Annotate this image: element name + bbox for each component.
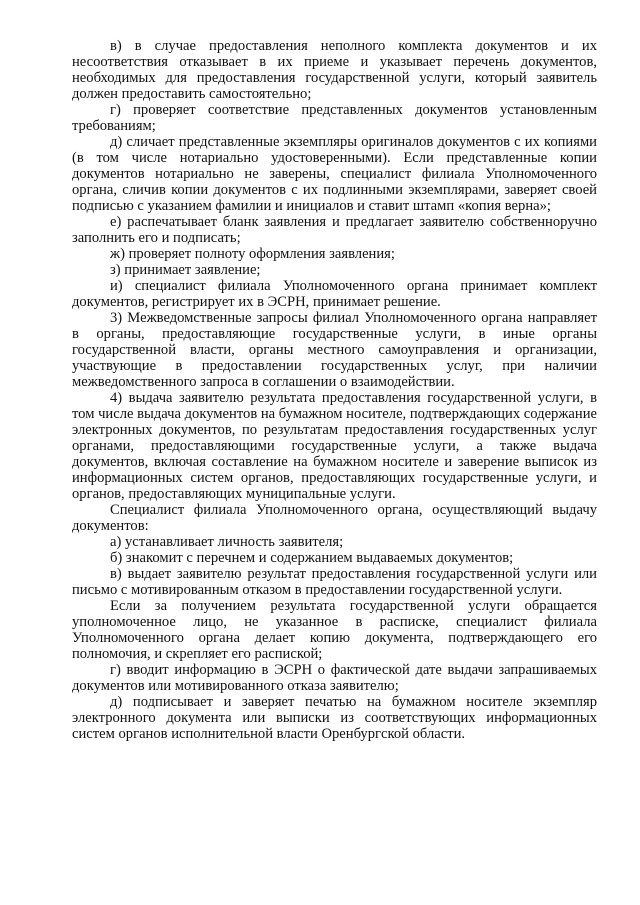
paragraph-authorized-person: Если за получением результата государственной услуги обращается уполномоченное лицо, не указанное в расписке, специалист филиала Уполномоченного органа делает копию документа, подтверждающего его полномочия, и скрепляет его распиской; [72,598,597,662]
paragraph-3-interagency-requests: 3) Межведомственные запросы филиал Уполномоченного органа направляет в органы, предоставляющие государственные услуги, в иные органы государственной власти, органы местного самоуправления и организации, участвующие в предоставлении государственных услуг, при наличии межведомственного запроса в соглашении о взаимодействии. [72,310,597,390]
paragraph-z-accept-application: з) принимает заявление; [110,262,261,278]
paragraph-d-sign-and-seal: д) подписывает и заверяет печатью на бумажном носителе экземпляр электронного документа или выписки из соответствующих информационных систем органов исполнительной власти Оренбургской области. [72,694,597,742]
paragraph-b-introduce-documents: б) знакомит с перечнем и содержанием выдаваемых документов; [110,550,514,566]
paragraph-d-compare-copies: д) сличает представленные экземпляры оригиналов документов с их копиями (в том числе нотариально удостоверенными). Если представленные копии документов нотариально не заверены, специалист филиала Уполномоченного органа, сличив копии документов с их подлинными экземплярами, заверяет своей подписью с указанием фамилии и инициалов и ставит штамп «копия верна»; [72,134,597,214]
paragraph-v-incomplete-set: в) в случае предоставления неполного комплекта документов и их несоответствия отказывает в их приеме и указывает перечень документов, необходимых для предоставления государственной услуги, который заявитель должен предоставить самостоятельно; [72,38,597,102]
paragraph-g-check-compliance: г) проверяет соответствие представленных документов установленным требованиям; [72,102,597,134]
paragraph-i-register-documents: и) специалист филиала Уполномоченного органа принимает комплект документов, регистрирует их в ЭСРН, принимает решение. [72,278,597,310]
paragraph-4-issue-result: 4) выдача заявителю результата предоставления государственной услуги, в том числе выдача документов на бумажном носителе, подтверждающих содержание электронных документов, по результатам предоставления государственных услуг органами, предоставляющими государственные услуги, а также выдача документов, включая составление на бумажном носителе и заверение выписок из информационных систем органов, предоставляющих государственные услуги, и органов, предоставляющих муниципальные услуги. [72,390,598,502]
document-page [72,38,597,742]
paragraph-specialist-issuing: Специалист филиала Уполномоченного органа, осуществляющий выдачу документов: [72,502,597,534]
paragraph-zh-check-form: ж) проверяет полноту оформления заявления; [110,246,395,262]
paragraph-a-identify-applicant: а) устанавливает личность заявителя; [110,534,344,550]
paragraph-g-enter-esrn: г) вводит информацию в ЭСРН о фактической дате выдачи запрашиваемых документов или мотивированного отказа заявителю; [72,662,597,694]
paragraph-v-issue-result: в) выдает заявителю результат предоставления государственной услуги или письмо с мотивированным отказом в предоставлении государственной услуги. [72,566,597,598]
paragraph-e-print-form: е) распечатывает бланк заявления и предлагает заявителю собственноручно заполнить его и подписать; [72,214,597,246]
